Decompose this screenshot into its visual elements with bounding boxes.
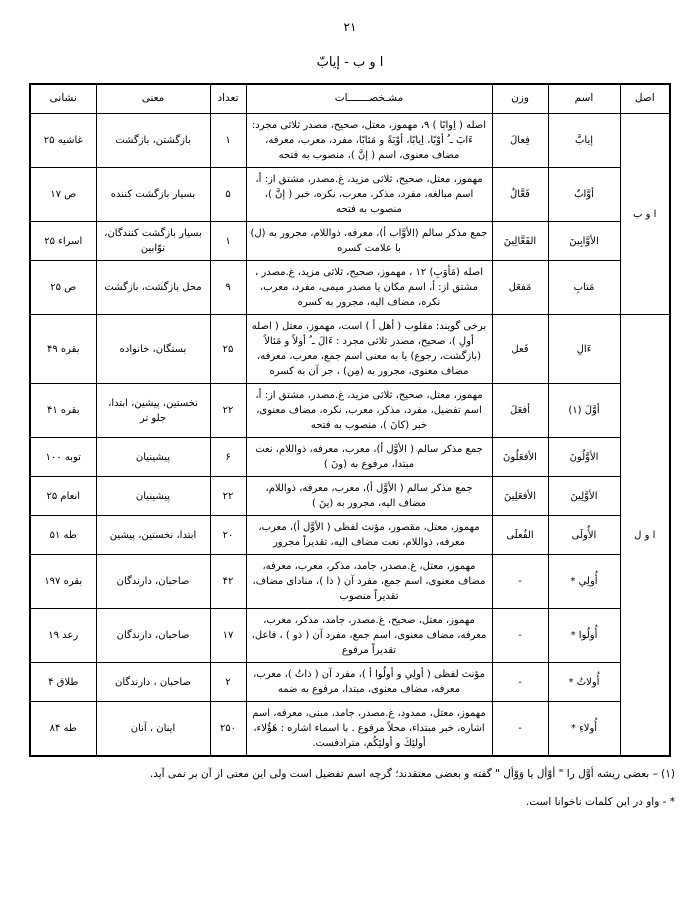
table-row — [30, 438, 670, 477]
meaning-cell: صاحبان ، دارندگان — [96, 663, 210, 702]
count-cell: ۲۵۰ — [210, 702, 246, 757]
meaning-cell: صاحبان، دارندگان — [96, 555, 210, 609]
specs-cell: مهموز، معتل، مقصور، مؤنث لفظی ( الأوَّل أ)، معرب، معرفه، ذواللام، نعت مضاف الیه، تقدیراً مجرور — [246, 516, 492, 555]
root-cell: ا و ب — [620, 114, 670, 315]
meaning-cell: پیشینیان — [96, 438, 210, 477]
meaning-cell: نخستین، پیشین، ابتدا، جلو تر — [96, 384, 210, 438]
count-cell: ۱ — [210, 114, 246, 168]
table-row — [30, 384, 670, 438]
pattern-cell: الفُعلَى — [492, 516, 548, 555]
footnote-2: * - واو در این کلمات ناخوانا است. — [525, 795, 675, 808]
col-header-moshakhasat: مشـخصـــــــات — [246, 84, 492, 114]
specs-cell: مهموز، معتل، غ.مصدر، جامد، مذکر، معرب، معرفه، مضاف معنوی، اسم جمع، مفرد آن ( ذا )، منادای مضاف، تقدیراً منصوب — [246, 555, 492, 609]
pattern-cell: - — [492, 702, 548, 757]
meaning-cell: محل بازگشت، بازگشت — [96, 261, 210, 315]
reference-cell: بقره ۱۹۷ — [30, 555, 96, 609]
noun-cell: إيابَّ — [548, 114, 620, 168]
pattern-cell: أفعَلَ — [492, 384, 548, 438]
specs-cell: جمع مذکر سالم ( الأوَّل أ)، معرب، معرفه، ذواللام، نعت مبتدا، مرفوع به (ونَ ) — [246, 438, 492, 477]
meaning-cell: ابتدا، نخستین، پیشین — [96, 516, 210, 555]
pattern-cell: - — [492, 663, 548, 702]
count-cell: ۹ — [210, 261, 246, 315]
pattern-cell: فَعل — [492, 315, 548, 384]
lexicon-table — [29, 83, 671, 757]
meaning-cell: بازگشتن، بازگشت — [96, 114, 210, 168]
specs-cell: مهموز، معتل، صحیح، غ.مصدر، جامد، مذکر، معرب، معرفه، مضاف معنوی، اسم جمع، مفرد آن ( ذو ) ، فاعل، تقدیراً مرفوع — [246, 609, 492, 663]
specs-cell: مؤنث لفظی ( أولِي و أولُوا أ )، مفرد آن ( ذاتُ )، معرب، معرفه، مضاف معنوی، مبتدا، مرفوع به ضمه — [246, 663, 492, 702]
meaning-cell: بسیار بازگشت کنندگان، توّابین — [96, 222, 210, 261]
specs-cell: جمع مذکر سالم ( الأوَّل أ)، معرب، معرفه، ذواللام، مضاف الیه، مجرور به (ینَ ) — [246, 477, 492, 516]
reference-cell: بقره ۴۹ — [30, 315, 96, 384]
noun-cell: أوَّابٌ — [548, 168, 620, 222]
reference-cell: ص ۲۵ — [30, 261, 96, 315]
reference-cell: طلاق ۴ — [30, 663, 96, 702]
count-cell: ۴۲ — [210, 555, 246, 609]
noun-cell: أُولاتُ * — [548, 663, 620, 702]
table-row — [30, 702, 670, 757]
pattern-cell: - — [492, 555, 548, 609]
table-row — [30, 114, 670, 168]
noun-cell: أوَّلَ (۱) — [548, 384, 620, 438]
specs-cell: مهموز، معتل، صحیح، ثلاثی مزید، غ.مصدر، مشتق از: أ، اسم تفضیل، مفرد، مذکر، معرب، نکره، مضاف معنوی، خبر (کانَ )، منصوب به فتحه — [246, 384, 492, 438]
count-cell: ۲۲ — [210, 384, 246, 438]
noun-cell: الأوَّابِينَ — [548, 222, 620, 261]
col-header-mani: معنی — [96, 84, 210, 114]
page-title: ا و ب - إيابّ — [316, 55, 384, 70]
col-header-asl: اصل — [620, 84, 670, 114]
meaning-cell: صاحبان، دارندگان — [96, 609, 210, 663]
table-row — [30, 516, 670, 555]
pattern-cell: فِعالَ — [492, 114, 548, 168]
specs-cell: مهموز، معتل، ممدود، غ.مصدر، جامد، مبنی، معرفه، اسم اشاره، خبر مبتداء، محلاً مرفوع . با اسماء اشاره : هَؤُلاء، أولئِكَ و أولئِكُم، مترادفست. — [246, 702, 492, 757]
col-header-esm: اسم — [548, 84, 620, 114]
noun-cell: الأُولَى — [548, 516, 620, 555]
table-row — [30, 663, 670, 702]
table-row — [30, 222, 670, 261]
reference-cell: رعد ۱۹ — [30, 609, 96, 663]
noun-cell: الأوَّلُونَ — [548, 438, 620, 477]
count-cell: ۶ — [210, 438, 246, 477]
specs-cell: اصله (مَأوَبِ) ۱۲ ، مهموز، صحیح، ثلاثی مزید، غ.مصدر ، مشتق از: أ، اسم مکان یا مصدر میمی، مفرد، معرب، نکره، مضاف الیه، مجرور به کسره — [246, 261, 492, 315]
noun-cell: ءَالِ — [548, 315, 620, 384]
table-row — [30, 477, 670, 516]
reference-cell: غاشیه ۲۵ — [30, 114, 96, 168]
specs-cell: اصله ( اِوابًا ) ۹، مهموز، معتل، صحیح، مصدر ثلاثی مجرد: ءَابَ ـ ُ أوْبًا، اِيابًا، أوْبَةً و مَئابًا، مفرد، معرب، معرفه، مضاف معنوی، اسم ( إنَّ )، منصوب به فتحه — [246, 114, 492, 168]
count-cell: ۲ — [210, 663, 246, 702]
reference-cell: طه ۵۱ — [30, 516, 96, 555]
pattern-cell: الأفعَلُونَ — [492, 438, 548, 477]
count-cell: ۵ — [210, 168, 246, 222]
pattern-cell: الأفعَلِينَ — [492, 477, 548, 516]
pattern-cell: - — [492, 609, 548, 663]
pattern-cell: مَفعَل — [492, 261, 548, 315]
noun-cell: أُولُوا * — [548, 609, 620, 663]
footnotes — [25, 766, 675, 811]
pattern-cell: الفَعَّالِينَ — [492, 222, 548, 261]
table-row — [30, 315, 670, 384]
table-row — [30, 555, 670, 609]
count-cell: ۲۵ — [210, 315, 246, 384]
table-row — [30, 168, 670, 222]
reference-cell: اسراء ۲۵ — [30, 222, 96, 261]
pattern-cell: فَعَّالٌ — [492, 168, 548, 222]
page-number: ۲۱ — [343, 20, 357, 34]
specs-cell: مهموز، معتل، صحیح، ثلاثی مزید، غ.مصدر، مشتق از: أ، اسم مبالغه، مفرد، مذکر، معرب، نکره، خبر ( إنَّ )، منصوب به فتحه — [246, 168, 492, 222]
col-header-vazn: وزن — [492, 84, 548, 114]
reference-cell: بقره ۴۱ — [30, 384, 96, 438]
reference-cell: توبه ۱۰۰ — [30, 438, 96, 477]
count-cell: ۱ — [210, 222, 246, 261]
meaning-cell: اینان ، آنان — [96, 702, 210, 757]
count-cell: ۱۷ — [210, 609, 246, 663]
noun-cell: مَتابِ — [548, 261, 620, 315]
root-cell: ا و ل — [620, 315, 670, 757]
count-cell: ۲۰ — [210, 516, 246, 555]
noun-cell: أُولاءِ * — [548, 702, 620, 757]
count-cell: ۲۲ — [210, 477, 246, 516]
noun-cell: الأوَّلِينَ — [548, 477, 620, 516]
table-row — [30, 609, 670, 663]
meaning-cell: پیشینیان — [96, 477, 210, 516]
reference-cell: انعام ۲۵ — [30, 477, 96, 516]
col-header-tedad: تعداد — [210, 84, 246, 114]
specs-cell: برخی گویند: مقلوب ( أهل أ ) است، مهموز، معتل ( اصله أولِ )، صحیح، مصدر ثلاثی مجرد : ءَالَ ـ ُ أولاً و مَئالاً (بازگشت، رجوع) یا به معنی اسم جمع، معرب، معرفه، مضاف معنوی، مجرور به (مِن) ، جر آن به کسره — [246, 315, 492, 384]
col-header-neshani: نشانی — [30, 84, 96, 114]
meaning-cell: بسیار بازگشت کننده — [96, 168, 210, 222]
specs-cell: جمع مذکر سالم (الأوَّاب أ)، معرفه، ذواللام، مجرور به (ل) با علامت کسره — [246, 222, 492, 261]
meaning-cell: بستگان، خانواده — [96, 315, 210, 384]
noun-cell: أُولِي * — [548, 555, 620, 609]
footnote-1: (۱) – بعضی ریشه أوَّل را " أوْأل یا وَوْأل " گفته و بعضی معتقدند؛ گرچه اسم تفضیل است ولی این معنی از آن بر نمی آید. — [149, 768, 675, 780]
reference-cell: ص ۱۷ — [30, 168, 96, 222]
reference-cell: طه ۸۴ — [30, 702, 96, 757]
table-header-row — [30, 84, 670, 114]
table-row — [30, 261, 670, 315]
